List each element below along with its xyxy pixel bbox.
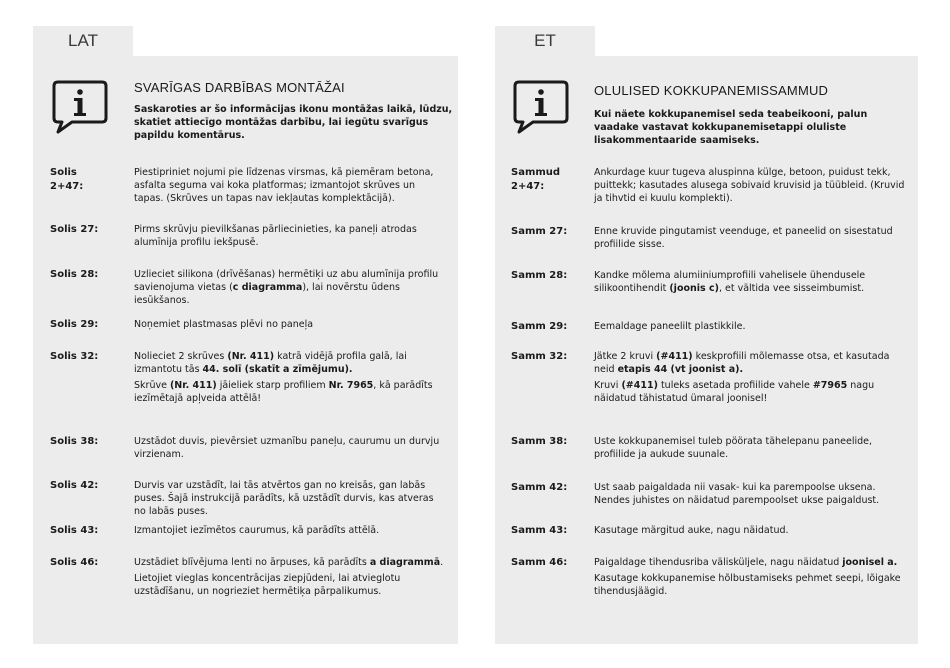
step-label: Solis 38: <box>50 436 99 447</box>
step-paragraph: Uzstādot duvis, pievērsiet uzmanību paneļu, caurumu un durvju virzienam. <box>134 436 440 460</box>
step-paragraph: Izmantojiet iezīmētos caurumus, kā parādīts attēlā. <box>134 525 380 536</box>
section-heading: OLULISED KOKKUPANEMISSAMMUD <box>594 83 829 98</box>
info-icon <box>513 80 569 138</box>
intro-text: Saskaroties ar šo informācijas ikonu montāžas laikā, lūdzu, skatiet attiecīgo montāžas darbību, lai iegūtu svarīgus papildu komentārus. <box>134 104 453 141</box>
step-text <box>134 268 444 310</box>
step-paragraph: Kruvi (#411) tuleks asetada profiilide vahele #7965 nagu näidatud tähistatud ümaral joonisel! <box>594 380 875 404</box>
step-text <box>594 524 909 540</box>
step-paragraph: Skrūve (Nr. 411) jāieliek starp profiliem Nr. 7965, kā parādīts iezīmētajā apļveida attēlā! <box>134 380 433 404</box>
step-label: Samm 42: <box>511 482 568 493</box>
step-paragraph: Enne kruvide pingutamist veenduge, et paneelid on sisestatud profiilide sisse. <box>594 226 893 250</box>
step-text <box>134 350 444 408</box>
step-text <box>594 481 909 510</box>
info-icon <box>52 80 108 138</box>
tab-label: ET <box>534 31 556 50</box>
step-paragraph: Lietojiet vieglas koncentrācijas ziepjūdeni, lai atvieglotu uzstādīšanu, un nogrieziet hermētiķa pārpalikumus. <box>134 573 401 597</box>
step-paragraph: Ust saab paigaldada nii vasak- kui ka parempoolse uksena. Nendes juhistes on näidatud parempoolset ukse paigaldust. <box>594 482 880 506</box>
step-label: Solis 46: <box>50 557 99 568</box>
step-paragraph: Kasutage märgitud auke, nagu näidatud. <box>594 525 789 536</box>
step-text <box>594 435 909 464</box>
step-label: Samm 28: <box>511 270 568 281</box>
step-label: Solis 28: <box>50 269 99 280</box>
step-paragraph: Ankurdage kuur tugeva aluspinna külge, betoon, puidust tekk, puittekk; kasutades alusega sobivaid kruvisid ja tüübleid. (Kruvid ja tihvtid ei kuulu komplekti). <box>594 167 905 204</box>
step-paragraph: Durvis var uzstādīt, lai tās atvērtos gan no kreisās, gan labās puses. Šajā instrukcijā parādīts, kā uzstādīt durvis, kas atveras no labās puses. <box>134 480 434 517</box>
step-text <box>594 320 909 336</box>
section-heading: SVARĪGAS DARBĪBAS MONTĀŽAI <box>134 80 345 95</box>
step-label: Samm 32: <box>511 351 568 362</box>
intro-text: Kui näete kokkupanemisel seda teabeikooni, palun vaadake vastavat kokkupanemisetappi oluliste lisakommentaaride saamiseks. <box>594 109 868 146</box>
step-paragraph: Jätke 2 kruvi (#411) keskprofiili mõlemasse otsa, et kasutada neid etapis 44 (vt joonist a). <box>594 351 890 375</box>
step-text <box>134 223 444 252</box>
step-label: Solis 43: <box>50 525 99 536</box>
step-label: Solis 2+47: <box>50 167 84 192</box>
step-paragraph: Kasutage kokkupanemise hõlbustamiseks pehmet seepi, lõigake tihendusjäägid. <box>594 573 901 597</box>
step-label: Samm 38: <box>511 436 568 447</box>
step-paragraph: Uzstādiet blīvējuma lenti no ārpuses, kā parādīts a diagrammā. <box>134 557 444 568</box>
step-paragraph: Uzlieciet silikona (drīvēšanas) hermētiķi uz abu alumīnija profilu savienojuma vietas (c diagramma), lai novērstu ūdens iesūkšanos. <box>134 269 439 306</box>
step-text <box>134 166 444 208</box>
step-label: Samm 46: <box>511 557 568 568</box>
step-paragraph: Kandke mõlema alumiiniumprofiili vahelisele ühendusele silikoontihendit (joonis c), et vältida vee sisseimbumist. <box>594 270 866 294</box>
step-text <box>594 350 909 408</box>
step-label: Solis 32: <box>50 351 99 362</box>
step-text <box>594 556 909 601</box>
step-label: Solis 29: <box>50 319 99 330</box>
step-paragraph: Uste kokkupanemisel tuleb pöörata tähelepanu paneelide, profiilide ja aukude suunale. <box>594 436 873 460</box>
step-paragraph: Noņemiet plastmasas plēvi no paneļa <box>134 319 314 330</box>
step-label: Samm 29: <box>511 321 568 332</box>
step-paragraph: Pirms skrūvju pievilkšanas pārliecinieties, ka paneļi atrodas alumīnija profilu iekšpusē. <box>134 224 417 248</box>
step-text <box>134 479 444 521</box>
language-tab-lat <box>33 26 133 56</box>
step-paragraph: Nolieciet 2 skrūves (Nr. 411) katrā vidējā profila galā, lai izmantotu tās 44. solī (skatīt a zīmējumu). <box>134 351 407 375</box>
tab-label: LAT <box>68 31 98 50</box>
step-paragraph: Paigaldage tihendusriba välisküljele, nagu näidatud joonisel a. <box>594 557 898 568</box>
step-paragraph: Eemaldage paneelilt plastikkile. <box>594 321 746 332</box>
step-text <box>594 225 909 254</box>
step-label: Solis 42: <box>50 480 99 491</box>
step-paragraph: Piestipriniet nojumi pie līdzenas virsmas, kā piemēram betona, asfalta seguma vai koka platformas; izmantojot skrūves un tapas. (Skrūves un tapas nav iekļautas komplektācijā). <box>134 167 434 204</box>
step-label: Sammud 2+47: <box>511 167 561 192</box>
language-tab-et <box>495 26 595 56</box>
step-text <box>134 318 444 334</box>
step-text <box>594 166 909 208</box>
step-label: Samm 27: <box>511 226 568 237</box>
step-text <box>134 435 444 464</box>
step-text <box>594 269 909 298</box>
step-text <box>134 524 444 540</box>
step-label: Samm 43: <box>511 525 568 536</box>
step-label: Solis 27: <box>50 224 99 235</box>
step-text <box>134 556 444 601</box>
